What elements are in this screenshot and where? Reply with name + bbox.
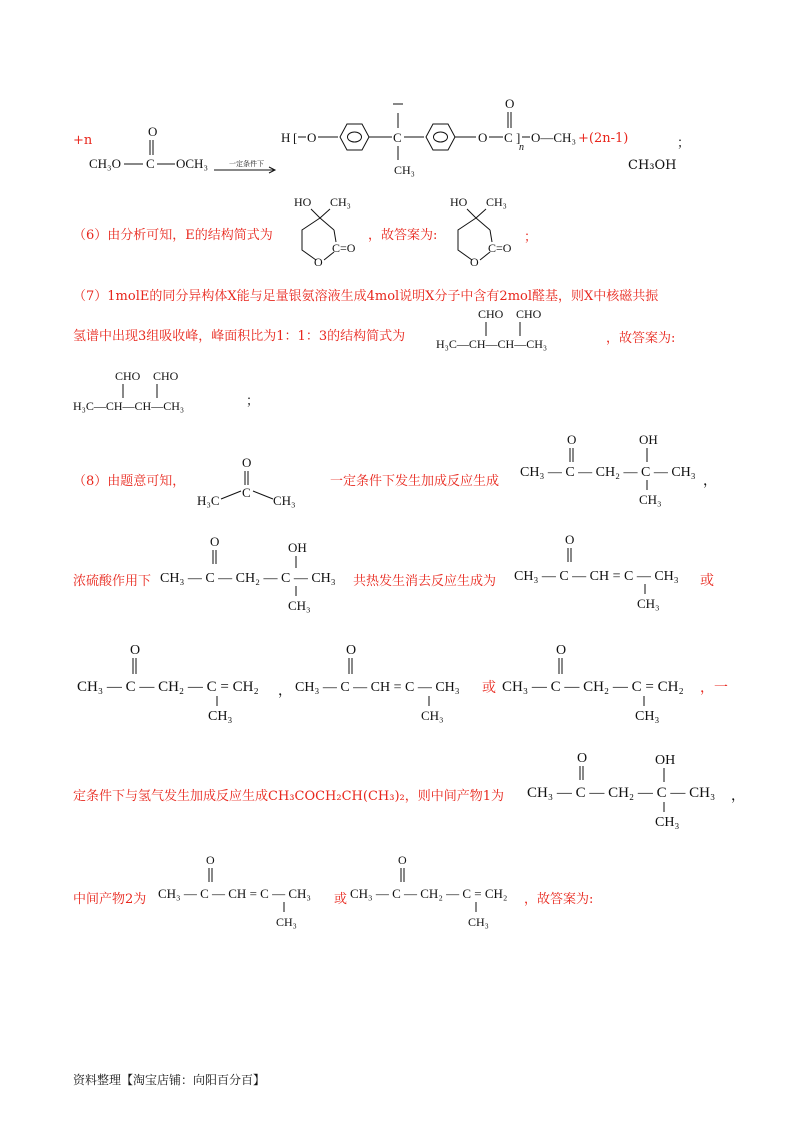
svg-text:HO: HO	[450, 195, 468, 209]
svg-text:]: ]	[516, 130, 521, 145]
dialdehyde-structure-1	[436, 306, 596, 356]
svg-text:CH₃: CH₃	[421, 708, 444, 723]
svg-text:H₃C: H₃C	[197, 493, 220, 508]
svg-text:H₃C—CH—CH—CH₃: H₃C—CH—CH—CH₃	[73, 399, 185, 413]
svg-text:CH₃: CH₃	[273, 493, 296, 508]
svg-text:CHO: CHO	[516, 307, 542, 321]
svg-text:一定条件下: 一定条件下	[229, 160, 264, 168]
svg-text:CH₃: CH₃	[468, 915, 489, 929]
semicolon: ；	[677, 136, 691, 151]
ketol-structure-3	[527, 748, 727, 828]
svg-text:CH₃: CH₃	[655, 815, 680, 830]
methanol: CH₃OH	[628, 158, 677, 173]
svg-text:CH₃: CH₃	[288, 598, 311, 613]
svg-text:CHO: CHO	[153, 369, 179, 383]
p8-line2-b: 共热发生消去反应生成为	[353, 574, 497, 589]
p8-line5-b: ，故答案为:	[524, 892, 594, 907]
svg-text:OH: OH	[655, 753, 676, 768]
svg-text:CH₃: CH₃	[394, 163, 415, 177]
svg-text:CHO: CHO	[478, 307, 504, 321]
svg-text:CH₃ — C — CH₂ — C — CH₃: CH₃ — C — CH₂ — C — CH₃	[520, 465, 696, 480]
svg-text:H: H	[281, 130, 291, 145]
svg-text:O: O	[346, 643, 357, 658]
svg-text:[: [	[293, 130, 298, 145]
svg-text:C: C	[393, 130, 402, 145]
svg-text:CH₃: CH₃	[635, 709, 660, 724]
p8-comma-2: ，	[278, 683, 292, 699]
p8-text-b: 一定条件下发生加成反应生成	[330, 474, 500, 489]
svg-text:O: O	[478, 130, 488, 145]
svg-text:OCH₃: OCH₃	[176, 156, 208, 171]
svg-text:H₃C—CH—CH—CH₃: H₃C—CH—CH—CH₃	[436, 337, 548, 351]
svg-text:CH₃: CH₃	[637, 596, 660, 611]
p8-line5-or: 或	[334, 892, 348, 907]
svg-text:CH₃ — C — CH₂ — C = CH₂: CH₃ — C — CH₂ — C = CH₂	[350, 886, 508, 901]
coefficient: +(2n-1)	[578, 131, 629, 146]
svg-text:CH₃ — C — CH₂ — C — CH₃: CH₃ — C — CH₂ — C — CH₃	[160, 571, 336, 586]
p6-text-a: （6）由分析可知，E的结构简式为	[73, 228, 273, 243]
svg-text:C=O: C=O	[488, 241, 512, 255]
polycarbonate-structure	[0, 0, 800, 200]
lactone-structure-1	[290, 190, 380, 270]
svg-text:C: C	[146, 156, 155, 171]
enone-structure-2	[77, 640, 277, 724]
svg-text:C=O: C=O	[332, 241, 356, 255]
svg-text:O: O	[148, 124, 158, 139]
p8-or-1: 或	[700, 573, 714, 589]
svg-text:CH₃O: CH₃O	[89, 156, 121, 171]
ketol-structure-1	[520, 432, 710, 512]
svg-text:C: C	[242, 485, 251, 500]
p8-text-a: （8）由题意可知，	[73, 474, 186, 489]
p7-line2-a: 氢谱中出现3组吸收峰，峰面积比为1：1：3的结构简式为	[73, 329, 406, 344]
svg-text:O: O	[130, 643, 141, 658]
enone-structure-5	[158, 852, 338, 932]
p7-line2-b: ，故答案为:	[606, 331, 676, 346]
enone-structure-1	[514, 532, 704, 612]
svg-text:C: C	[504, 130, 513, 145]
svg-text:O: O	[314, 255, 323, 269]
p7-line1: （7）1molE的同分异构体X能与足量银氨溶液生成4mol说明X分子中含有2mol醛基，则X中核磁共振	[73, 289, 659, 304]
p6-text-c: ；	[524, 230, 538, 245]
svg-text:CH₃ — C — CH = C — CH₃: CH₃ — C — CH = C — CH₃	[295, 680, 460, 695]
p7-semicolon: ；	[246, 394, 260, 409]
svg-text:n: n	[519, 142, 524, 153]
svg-text:O: O	[505, 96, 515, 111]
svg-text:CHO: CHO	[115, 369, 141, 383]
svg-text:O: O	[567, 432, 577, 447]
enone-structure-3	[295, 640, 485, 723]
p6-text-b: ，故答案为:	[368, 228, 438, 243]
svg-text:O: O	[242, 455, 252, 470]
svg-text:CH₃: CH₃	[486, 195, 507, 209]
svg-text:O: O	[565, 532, 575, 547]
svg-text:O—CH₃: O—CH₃	[531, 130, 576, 145]
svg-text:OH: OH	[288, 540, 307, 555]
p8-comma-1: ，	[703, 473, 717, 489]
ketol-structure-2	[160, 534, 360, 614]
p8-dash-yi: ，一	[700, 680, 728, 696]
svg-text:CH₃: CH₃	[330, 195, 351, 209]
footer-text: 资料整理【淘宝店铺：向阳百分百】	[73, 1073, 266, 1087]
svg-text:O: O	[307, 130, 317, 145]
svg-text:CH₃: CH₃	[639, 492, 662, 507]
lactone-structure-2	[446, 190, 536, 270]
svg-text:O: O	[210, 534, 220, 549]
p8-line4: 定条件下与氢气发生加成反应生成CH₃COCH₂CH(CH₃)₂，则中间产物1为	[73, 789, 504, 804]
dialdehyde-structure-2	[73, 368, 233, 418]
svg-text:O: O	[577, 751, 588, 766]
svg-text:O: O	[398, 853, 407, 867]
svg-text:CH₃ — C — CH = C — CH₃: CH₃ — C — CH = C — CH₃	[514, 569, 679, 584]
svg-text:CH₃ — C — CH₂ — C = CH₂: CH₃ — C — CH₂ — C = CH₂	[502, 679, 684, 695]
svg-text:OH: OH	[639, 432, 658, 447]
svg-text:O: O	[470, 255, 479, 269]
p8-comma-3: ，	[731, 788, 745, 804]
svg-text:CH₃ — C — CH₂ — C = CH₂: CH₃ — C — CH₂ — C = CH₂	[77, 679, 259, 695]
enone-structure-4	[502, 640, 702, 724]
p8-line5-a: 中间产物2为	[73, 892, 147, 907]
svg-text:CH₃ — C — CH = C — CH₃: CH₃ — C — CH = C — CH₃	[158, 886, 311, 901]
svg-text:CH₃: CH₃	[208, 709, 233, 724]
svg-text:O: O	[206, 853, 215, 867]
svg-text:CH₃ — C — CH₂ — C — CH₃: CH₃ — C — CH₂ — C — CH₃	[527, 785, 716, 801]
svg-text:O: O	[556, 643, 567, 658]
p8-or-2: 或	[482, 680, 496, 696]
enone-structure-6	[350, 852, 530, 932]
p8-line2-a: 浓硫酸作用下	[73, 574, 152, 589]
svg-text:CH₃: CH₃	[276, 915, 297, 929]
svg-text:HO: HO	[294, 195, 312, 209]
plus-n: +n	[73, 133, 93, 148]
acetone-structure	[195, 455, 305, 515]
